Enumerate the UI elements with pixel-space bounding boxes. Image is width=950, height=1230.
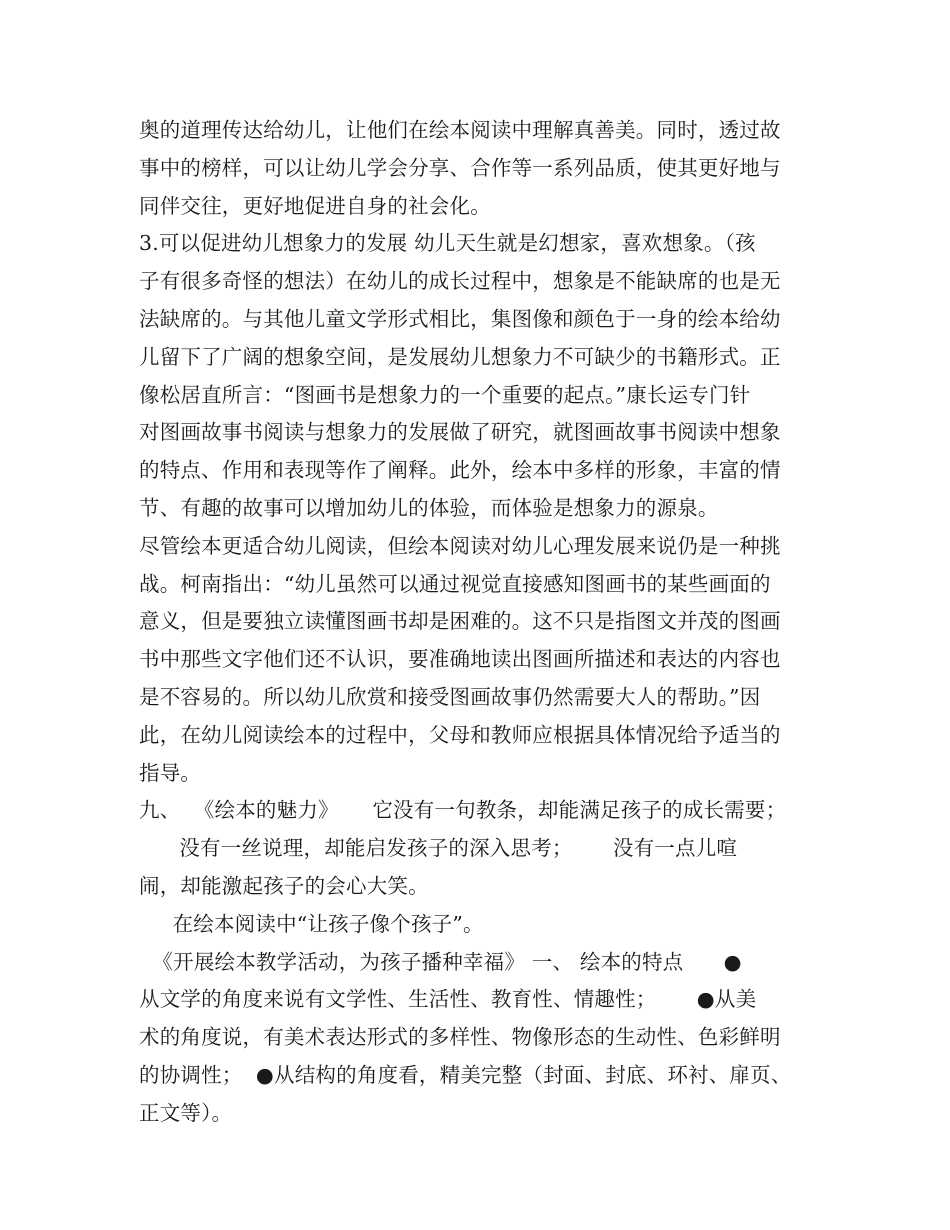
text-line: 《开展绘本教学活动，为孩子播种幸福》 一、 绘本的特点 ● <box>139 949 742 974</box>
text-line: 指导。 <box>139 760 202 785</box>
text-line: 儿留下了广阔的想象空间，是发展幼儿想象力不可缺少的书籍形式。正 <box>139 344 781 369</box>
text-line: 像松居直所言：“图画书是想象力的一个重要的起点。”康长运专门针 <box>139 382 751 407</box>
text-line: 奥的道理传达给幼儿，让他们在绘本阅读中理解真善美。同时，透过故 <box>139 118 781 142</box>
text-line: 法缺席的。与其他儿童文学形式相比，集图像和颜色于一身的绘本给幼 <box>139 306 781 331</box>
text-line: 术的角度说，有美术表达形式的多样性、物像形态的生动性、色彩鲜明 <box>139 1025 781 1050</box>
text-line: 同伴交往，更好地促进自身的社会化。 <box>139 193 491 218</box>
text-line: 子有很多奇怪的想法）在幼儿的成长过程中，想象是不能缺席的也是无 <box>139 269 781 294</box>
text-line: 在绘本阅读中“让孩子像个孩子”。 <box>139 911 484 936</box>
text-line: 战。柯南指出：“幼儿虽然可以通过视觉直接感知图画书的某些画面的 <box>139 571 771 596</box>
text-line: 闹，却能激起孩子的会心大笑。 <box>139 873 429 898</box>
text-line: 的协调性； ●从结构的角度看，精美完整（封面、封底、环衬、扉页、 <box>139 1062 792 1087</box>
text-line: 的特点、作用和表现等作了阐释。此外，绘本中多样的形象，丰富的情 <box>139 458 781 483</box>
text-line: 是不容易的。所以幼儿欣赏和接受图画故事仍然需要大人的帮助。”因 <box>139 684 761 709</box>
text-line: 正文等）。 <box>139 1100 233 1125</box>
text-line: 节、有趣的故事可以增加幼儿的体验，而体验是想象力的源泉。 <box>139 495 719 520</box>
text-line: 事中的榜样，可以让幼儿学会分享、合作等一系列品质，使其更好地与 <box>139 155 781 180</box>
text-line: 3.可以促进幼儿想象力的发展 幼儿天生就是幻想家，喜欢想象。（孩 <box>139 231 756 256</box>
text-line: 意义，但是要独立读懂图画书却是困难的。这不只是指图文并茂的图画 <box>139 609 781 634</box>
body-text <box>139 112 829 1133</box>
text-line: 九、 《绘本的魅力》 它没有一句教条，却能满足孩子的成长需要； <box>139 798 787 823</box>
text-line: 尽管绘本更适合幼儿阅读，但绘本阅读对幼儿心理发展来说仍是一种挑 <box>139 533 781 558</box>
text-line: 从文学的角度来说有文学性、生活性、教育性、情趣性； ●从美 <box>139 987 757 1012</box>
text-line: 对图画故事书阅读与想象力的发展做了研究，就图画故事书阅读中想象 <box>139 420 781 445</box>
text-line: 没有一丝说理，却能启发孩子的深入思考； 没有一点儿喧 <box>139 836 738 861</box>
text-line: 书中那些文字他们还不认识，要准确地读出图画所描述和表达的内容也 <box>139 647 781 672</box>
text-line: 此，在幼儿阅读绘本的过程中，父母和教师应根据具体情况给予适当的 <box>139 722 781 747</box>
